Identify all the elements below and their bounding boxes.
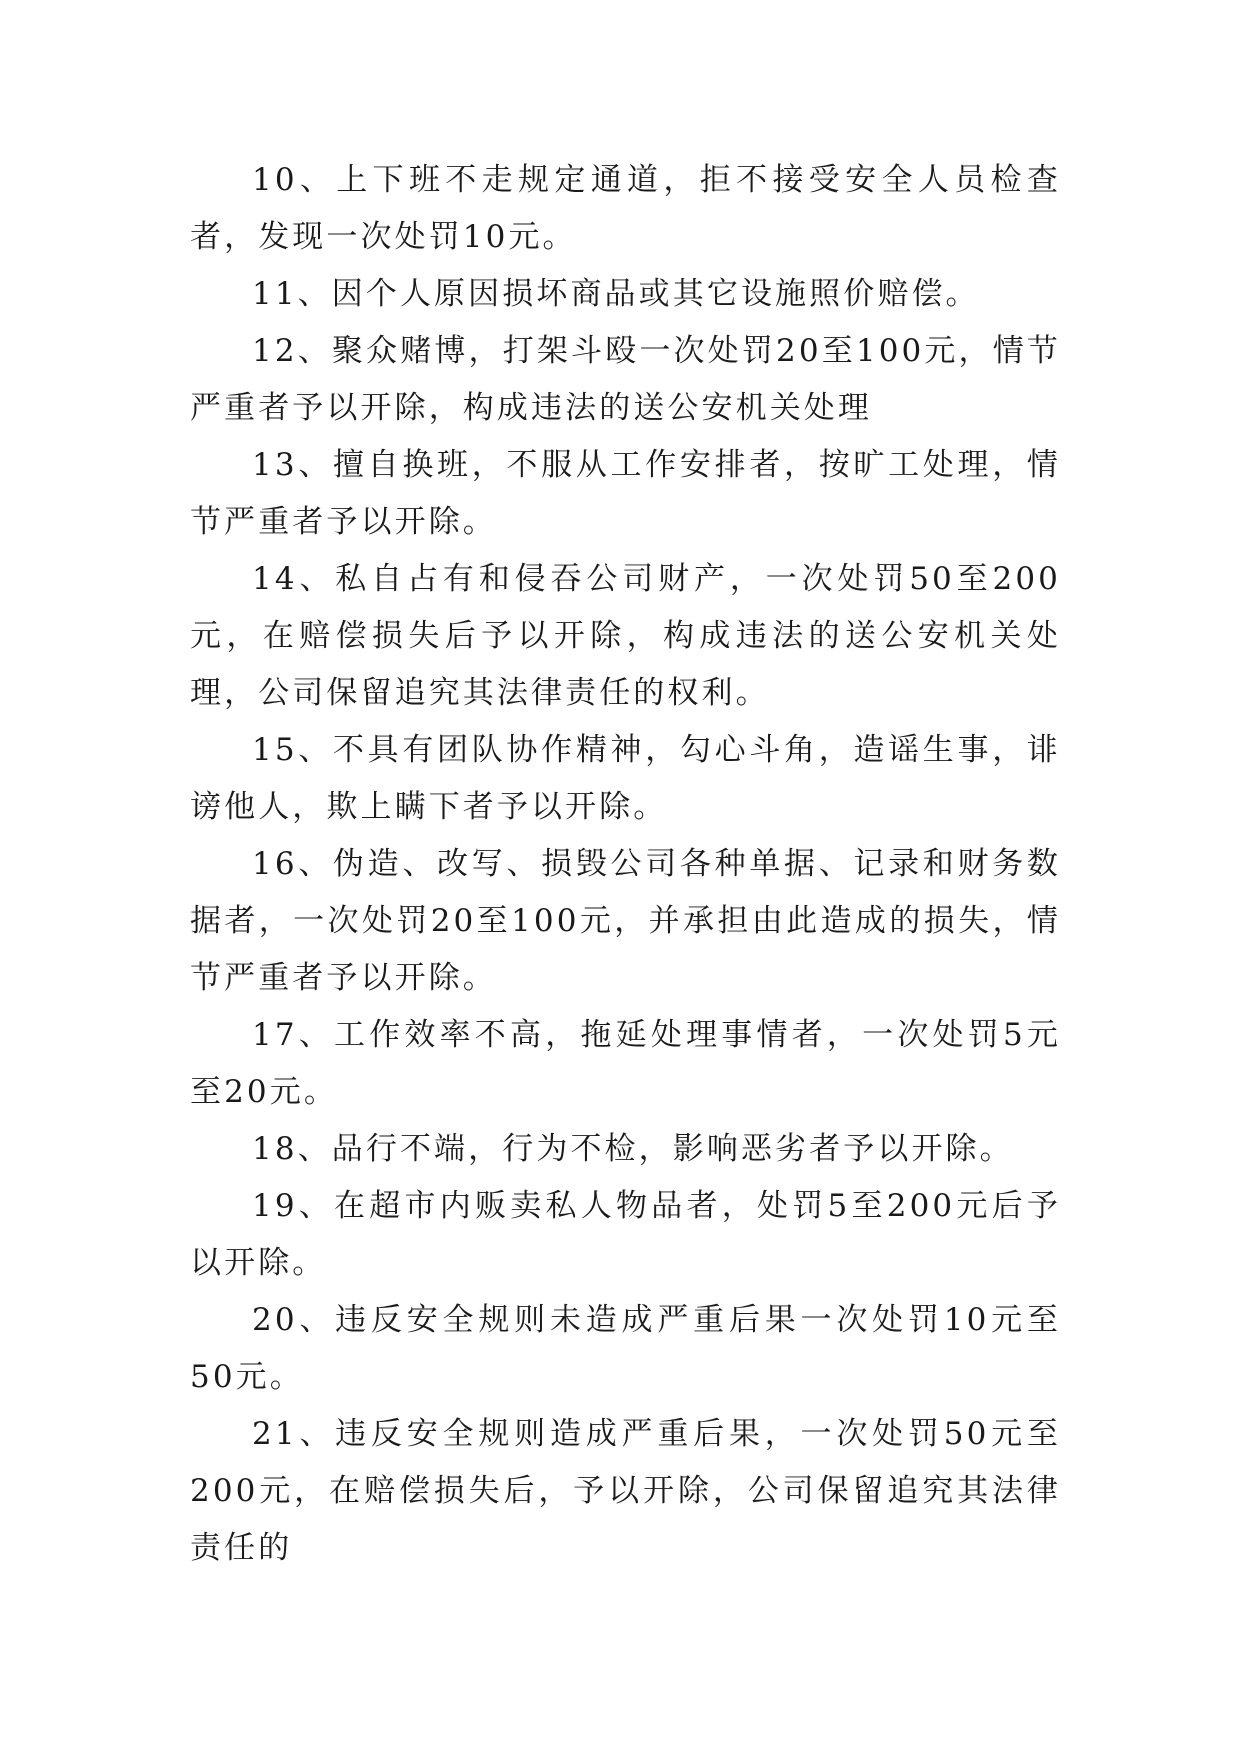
rule-11: 11、因个人原因损坏商品或其它设施照价赔偿。: [252, 276, 980, 312]
rule-18: 18、品行不端，行为不检，影响恶劣者予以开除。: [252, 1131, 1014, 1167]
rule-21: 21、违反安全规则造成严重后果，一次处罚50元至200元，在赔偿损失后，予以开除，公司保留追究其法律责任的: [190, 1416, 1061, 1566]
rule-16: 16、伪造、改写、损毁公司各种单据、记录和财务数据者，一次处罚20至100元，并承担由此造成的损失，情节严重者予以开除。: [190, 846, 1061, 996]
rule-15: 15、不具有团队协作精神，勾心斗角，造谣生事，诽谤他人，欺上瞒下者予以开除。: [190, 732, 1061, 825]
rule-17: 17、工作效率不高，拖延处理事情者，一次处罚5元至20元。: [190, 1017, 1061, 1110]
rule-20: 20、违反安全规则未造成严重后果一次处罚10元至50元。: [190, 1302, 1061, 1395]
rule-14: 14、私自占有和侵吞公司财产，一次处罚50至200元，在赔偿损失后予以开除，构成违法的送公安机关处理，公司保留追究其法律责任的权利。: [190, 561, 1061, 711]
rule-13: 13、擅自换班，不服从工作安排者，按旷工处理，情节严重者予以开除。: [190, 447, 1061, 540]
rule-10: 10、上下班不走规定通道，拒不接受安全人员检查者，发现一次处罚10元。: [190, 162, 1061, 255]
rule-12: 12、聚众赌博，打架斗殴一次处罚20至100元，情节严重者予以开除，构成违法的送公安机关处理: [190, 333, 1061, 426]
rule-19: 19、在超市内贩卖私人物品者，处罚5至200元后予以开除。: [190, 1188, 1061, 1281]
